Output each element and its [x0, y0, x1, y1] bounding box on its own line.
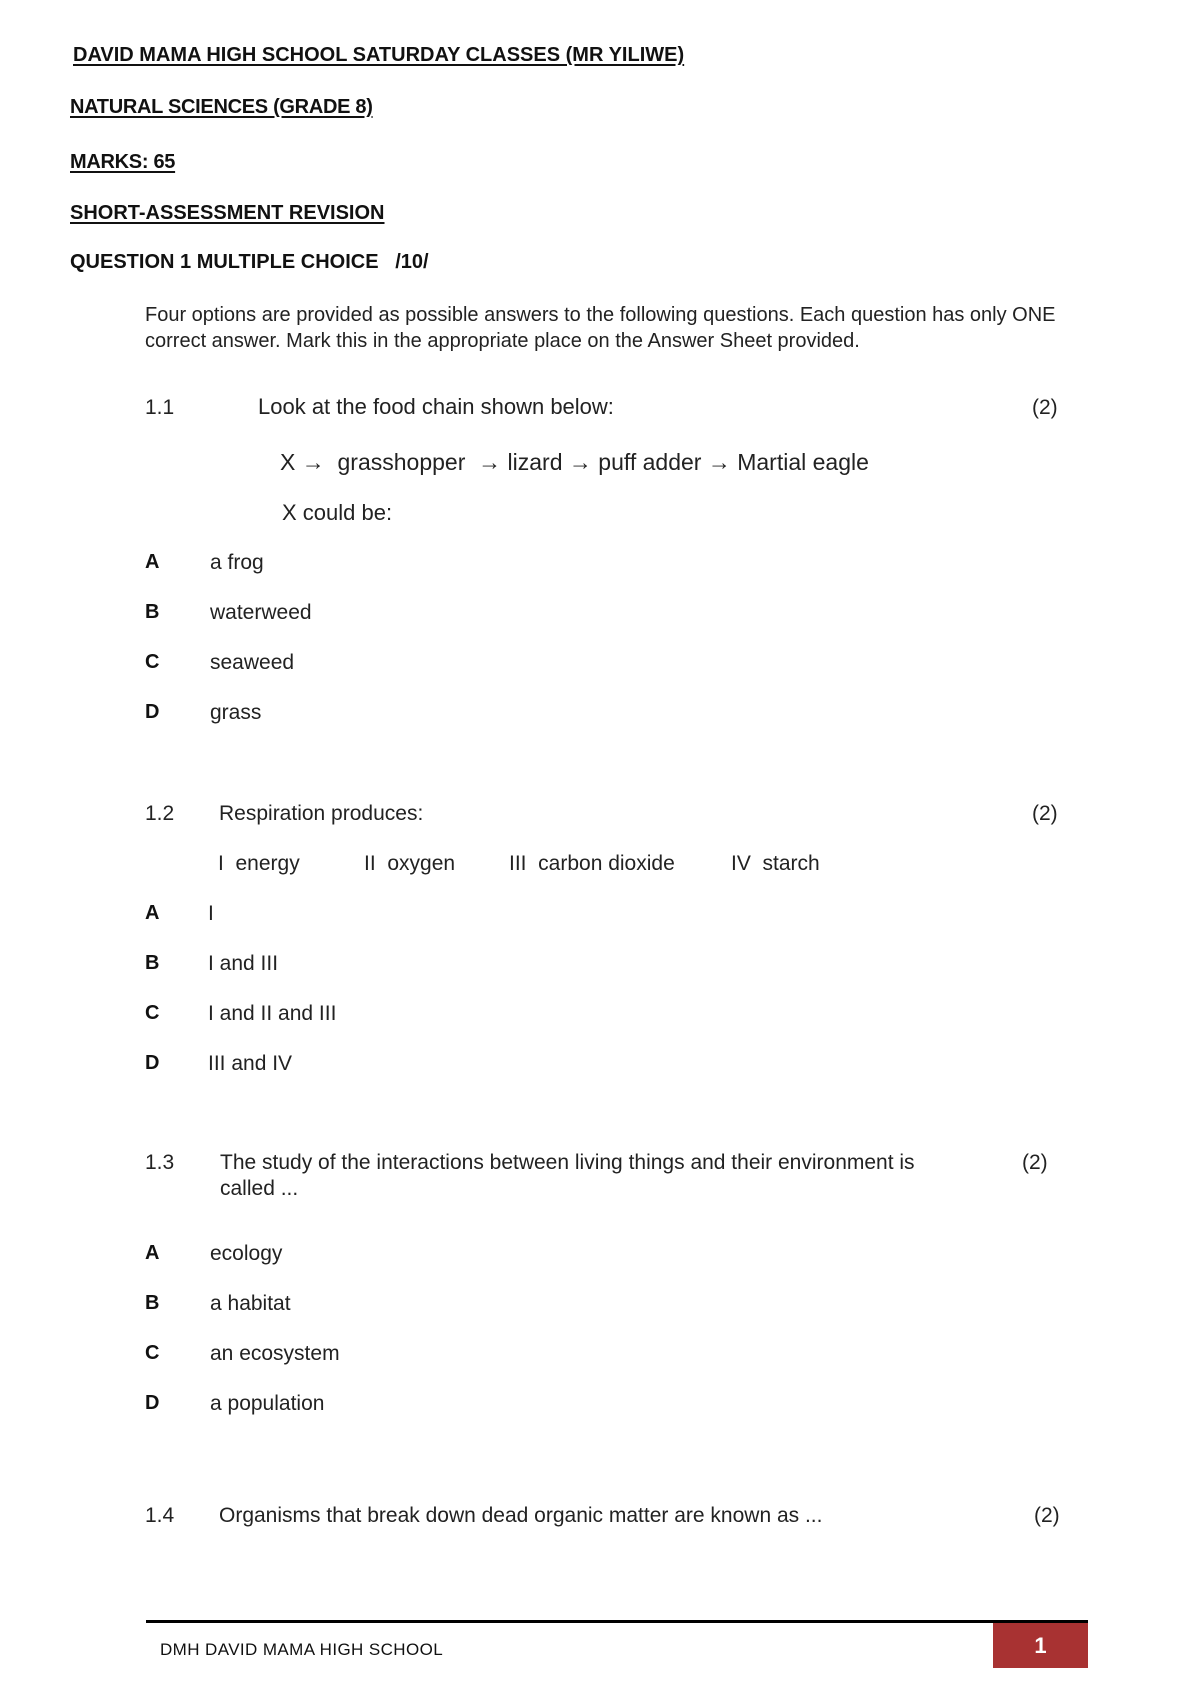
question-1-4-marks: (2) — [1034, 1504, 1060, 1527]
page-number: 1 — [1034, 1632, 1047, 1658]
option-text: waterweed — [210, 601, 312, 624]
footer-rule — [146, 1620, 1088, 1623]
food-chain: X → grasshopper → lizard → puff adder → Martial eagle — [280, 449, 869, 475]
option-letter: B — [145, 601, 160, 623]
respiration-item: I energy — [218, 852, 300, 875]
option-text: ecology — [210, 1242, 283, 1265]
question-1-2-number: 1.2 — [145, 802, 175, 825]
question-1-2-text: Respiration produces: — [219, 802, 424, 825]
option-text: seaweed — [210, 651, 295, 674]
option-text: I — [208, 902, 214, 925]
option-letter: B — [145, 1292, 160, 1314]
question-1-1-marks: (2) — [1032, 396, 1058, 419]
respiration-item: II oxygen — [364, 852, 456, 875]
respiration-item: III carbon dioxide — [509, 852, 675, 875]
question-1-3-text-line1: The study of the interactions between living things and their environment is — [220, 1151, 915, 1174]
option-text: I and II and III — [208, 1002, 337, 1025]
question-1-1-number: 1.1 — [145, 396, 175, 419]
option-letter: D — [145, 1392, 160, 1414]
option-letter: A — [145, 1242, 160, 1264]
option-letter: A — [145, 551, 160, 573]
subject-title: NATURAL SCIENCES (GRADE 8) — [70, 96, 373, 118]
option-text: an ecosystem — [210, 1342, 340, 1365]
marks-total: MARKS: 65 — [70, 151, 176, 173]
question-1-heading: QUESTION 1 MULTIPLE CHOICE /10/ — [70, 251, 429, 273]
question-1-4-number: 1.4 — [145, 1504, 175, 1527]
option-text: a habitat — [210, 1292, 291, 1315]
question-1-3-marks: (2) — [1022, 1151, 1048, 1174]
school-title: DAVID MAMA HIGH SCHOOL SATURDAY CLASSES (MR YILIWE) — [73, 44, 685, 66]
question-1-3-number: 1.3 — [145, 1151, 175, 1174]
option-text: a population — [210, 1392, 325, 1415]
footer-school: DMH DAVID MAMA HIGH SCHOOL — [160, 1640, 444, 1659]
respiration-item: IV starch — [731, 852, 820, 875]
option-letter: D — [145, 1052, 160, 1074]
option-text: I and III — [208, 952, 279, 975]
question-1-3-text-line2: called ... — [220, 1177, 299, 1200]
instructions: Four options are provided as possible answers to the following questions. Each question has only ONE correct answer. Mark this in the appropriate place on the Answer Sheet provided. — [145, 304, 1056, 352]
option-letter: C — [145, 651, 160, 673]
option-text: grass — [210, 701, 262, 724]
question-1-2-marks: (2) — [1032, 802, 1058, 825]
assessment-title: SHORT-ASSESSMENT REVISION — [70, 202, 385, 224]
question-1-1-text: Look at the food chain shown below: — [258, 394, 614, 419]
question-1-4-text: Organisms that break down dead organic matter are known as ... — [219, 1504, 823, 1527]
option-letter: D — [145, 701, 160, 723]
option-text: III and IV — [208, 1052, 293, 1075]
option-text: a frog — [210, 551, 264, 574]
option-letter: C — [145, 1002, 160, 1024]
page-number-box — [993, 1623, 1088, 1668]
option-letter: C — [145, 1342, 160, 1364]
question-1-1-prompt: X could be: — [282, 500, 393, 525]
option-letter: A — [145, 902, 160, 924]
option-letter: B — [145, 952, 160, 974]
